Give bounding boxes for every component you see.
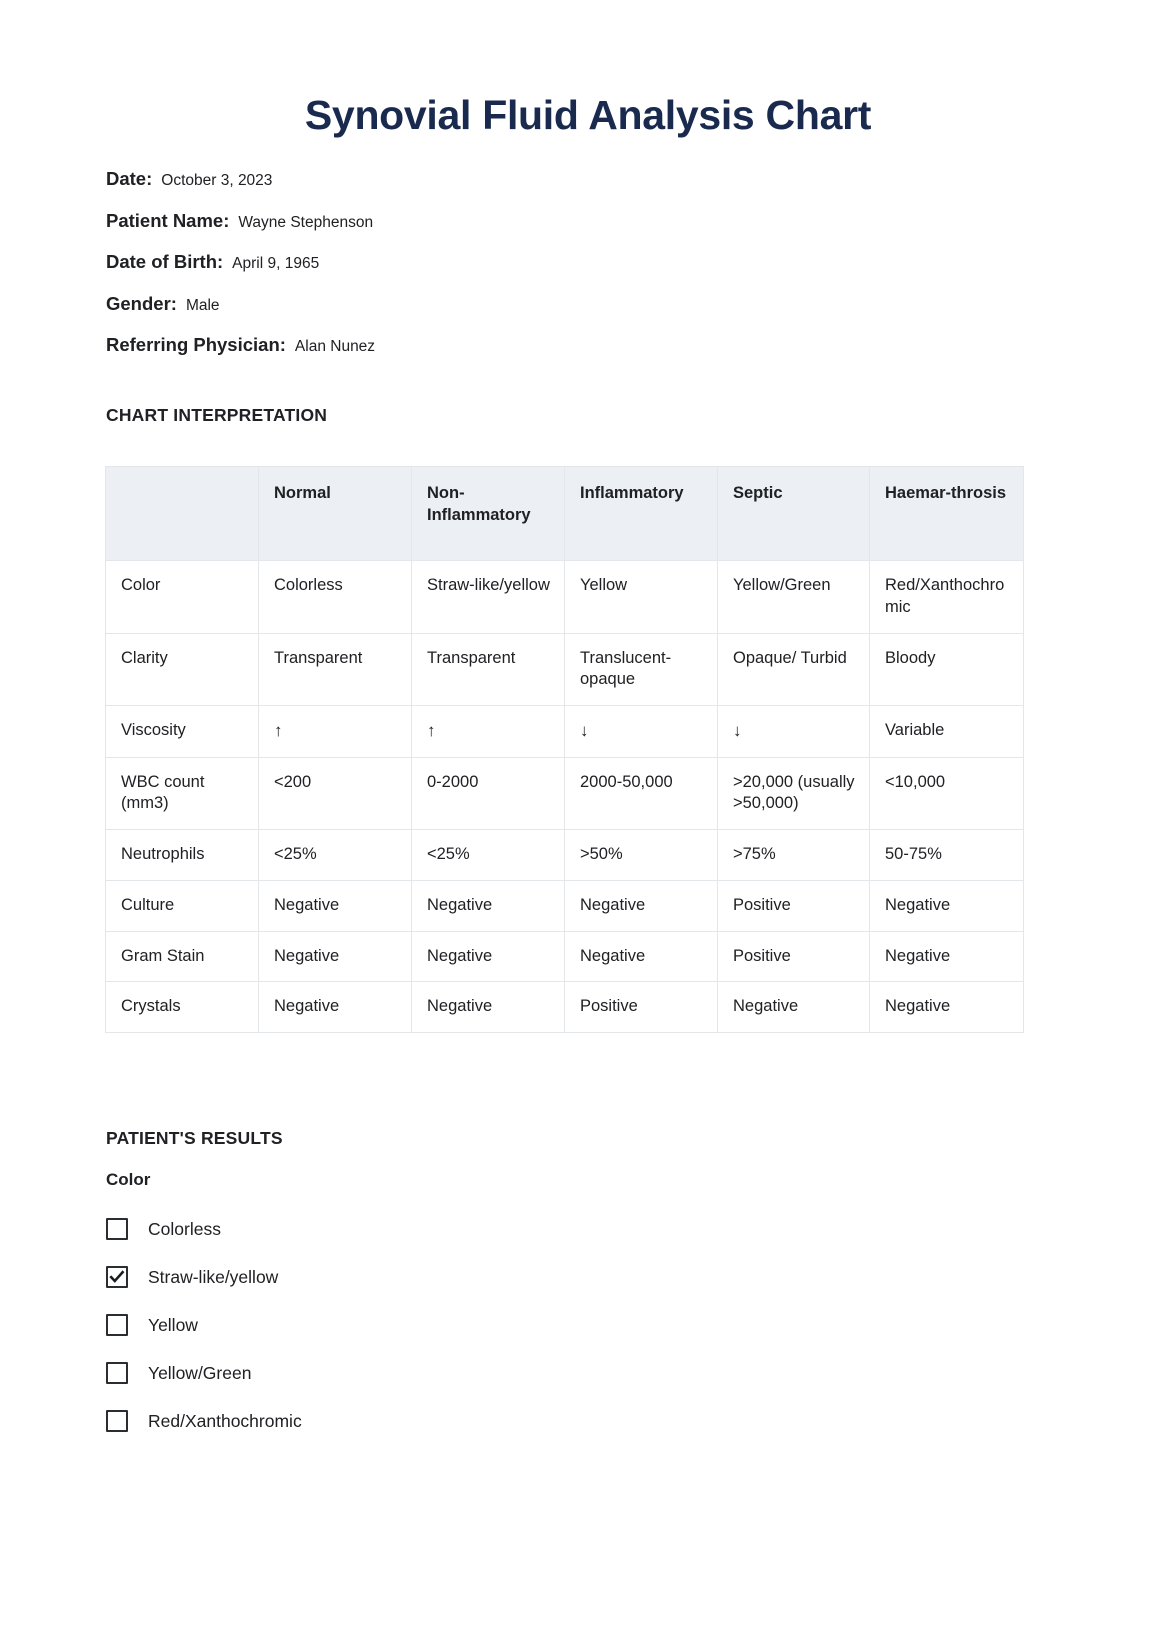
table-cell: Negative <box>565 880 718 931</box>
table-cell: Opaque/ Turbid <box>718 633 870 706</box>
checkbox-icon[interactable] <box>106 1218 128 1240</box>
table-cell: Positive <box>718 880 870 931</box>
table-cell: Negative <box>412 880 565 931</box>
table-cell: Variable <box>870 706 1024 757</box>
table-cell: Red/Xanthochromic <box>870 561 1024 634</box>
table-cell-parameter: Culture <box>106 880 259 931</box>
table-cell: Colorless <box>259 561 412 634</box>
table-cell-parameter: Gram Stain <box>106 931 259 982</box>
table-cell: Transparent <box>259 633 412 706</box>
patient-info-label: Gender: <box>106 292 177 314</box>
patient-info-row <box>106 251 1006 293</box>
patient-info-value[interactable]: Male <box>185 296 220 314</box>
patient-info-block <box>106 168 1006 376</box>
color-option-label: Yellow/Green <box>148 1362 252 1383</box>
color-option-row[interactable] <box>106 1205 706 1253</box>
table-cell: ↓ <box>565 706 718 757</box>
patient-info-row <box>106 210 1006 252</box>
table-cell: >20,000 (usually >50,000) <box>718 757 870 830</box>
table-cell: Negative <box>870 982 1024 1033</box>
patients-results-heading: PATIENT'S RESULTS <box>106 1128 283 1148</box>
table-header-row <box>106 467 1024 561</box>
table-cell: Negative <box>259 931 412 982</box>
patient-info-label: Referring Physician: <box>106 334 286 355</box>
page-title: Synovial Fluid Analysis Chart <box>304 92 872 138</box>
checkbox-icon[interactable] <box>106 1362 128 1384</box>
table-cell: Transparent <box>412 633 565 706</box>
table-row <box>106 633 1024 706</box>
table-cell: Yellow/Green <box>718 561 870 634</box>
patient-info-row <box>106 334 1006 376</box>
table-cell: <25% <box>412 830 565 881</box>
chart-interpretation-table-wrapper <box>105 466 1023 1033</box>
color-option-label: Straw-like/yellow <box>148 1266 279 1287</box>
table-cell-parameter: Crystals <box>106 982 259 1033</box>
patient-info-label: Patient Name: <box>106 209 230 231</box>
color-option-row[interactable] <box>106 1397 706 1445</box>
table-row <box>106 830 1024 881</box>
table-row <box>106 982 1024 1033</box>
table-header-cell: Septic <box>718 467 870 561</box>
table-cell: Negative <box>412 931 565 982</box>
table-row <box>106 931 1024 982</box>
table-cell: <10,000 <box>870 757 1024 830</box>
checkbox-checked-icon[interactable] <box>106 1266 128 1288</box>
table-cell-parameter: Color <box>106 561 259 634</box>
table-cell: 0-2000 <box>412 757 565 830</box>
table-header-cell: Normal <box>259 467 412 561</box>
table-row <box>106 757 1024 830</box>
patient-info-row <box>106 293 1006 335</box>
table-cell: >75% <box>718 830 870 881</box>
table-cell: Negative <box>259 880 412 931</box>
table-body <box>106 561 1024 1033</box>
table-cell: Negative <box>870 880 1024 931</box>
color-option-row[interactable] <box>106 1349 706 1397</box>
color-group-label: Color <box>106 1170 151 1189</box>
table-cell: Negative <box>870 931 1024 982</box>
table-cell: Straw-like/yellow <box>412 561 565 634</box>
table-cell: 2000-50,000 <box>565 757 718 830</box>
patient-info-value[interactable]: Wayne Stephenson <box>238 213 374 231</box>
color-option-row[interactable] <box>106 1301 706 1349</box>
table-cell: <200 <box>259 757 412 830</box>
table-row <box>106 561 1024 634</box>
color-option-row[interactable] <box>106 1253 706 1301</box>
table-cell: Yellow <box>565 561 718 634</box>
chart-interpretation-heading: CHART INTERPRETATION <box>106 405 328 425</box>
color-option-label: Yellow <box>148 1314 198 1335</box>
table-row <box>106 706 1024 757</box>
checkbox-icon[interactable] <box>106 1410 128 1432</box>
patient-info-value[interactable]: Alan Nunez <box>294 338 376 355</box>
table-cell-parameter: Neutrophils <box>106 830 259 881</box>
table-cell: <25% <box>259 830 412 881</box>
patient-info-value[interactable]: October 3, 2023 <box>161 172 273 189</box>
table-cell: 50-75% <box>870 830 1024 881</box>
patient-info-row <box>106 168 1006 210</box>
color-checkbox-list <box>106 1205 706 1445</box>
table-cell: Negative <box>565 931 718 982</box>
table-header-cell: Non-Inflammatory <box>412 467 565 561</box>
table-cell: Bloody <box>870 633 1024 706</box>
table-cell: ↑ <box>412 706 565 757</box>
chart-interpretation-table <box>105 466 1024 1033</box>
table-row <box>106 880 1024 931</box>
table-cell: >50% <box>565 830 718 881</box>
patient-info-label: Date of Birth: <box>106 251 224 272</box>
table-cell: Negative <box>259 982 412 1033</box>
table-cell: Translucent-opaque <box>565 633 718 706</box>
color-option-label: Red/Xanthochromic <box>148 1410 302 1431</box>
table-cell: Negative <box>412 982 565 1033</box>
color-option-label: Colorless <box>148 1218 221 1239</box>
table-cell: Positive <box>565 982 718 1033</box>
table-cell: Negative <box>718 982 870 1033</box>
table-cell: ↓ <box>718 706 870 757</box>
checkbox-icon[interactable] <box>106 1314 128 1336</box>
table-head <box>106 467 1024 561</box>
patient-info-label: Date: <box>106 168 153 189</box>
patient-info-value[interactable]: April 9, 1965 <box>232 255 320 272</box>
table-cell-parameter: Clarity <box>106 633 259 706</box>
table-cell: Positive <box>718 931 870 982</box>
table-cell: ↑ <box>259 706 412 757</box>
table-cell-parameter: WBC count (mm3) <box>106 757 259 830</box>
table-header-cell: Inflammatory <box>565 467 718 561</box>
table-header-cell-parameter <box>106 467 259 561</box>
table-cell-parameter: Viscosity <box>106 706 259 757</box>
table-header-cell: Haemar-throsis <box>870 467 1024 561</box>
